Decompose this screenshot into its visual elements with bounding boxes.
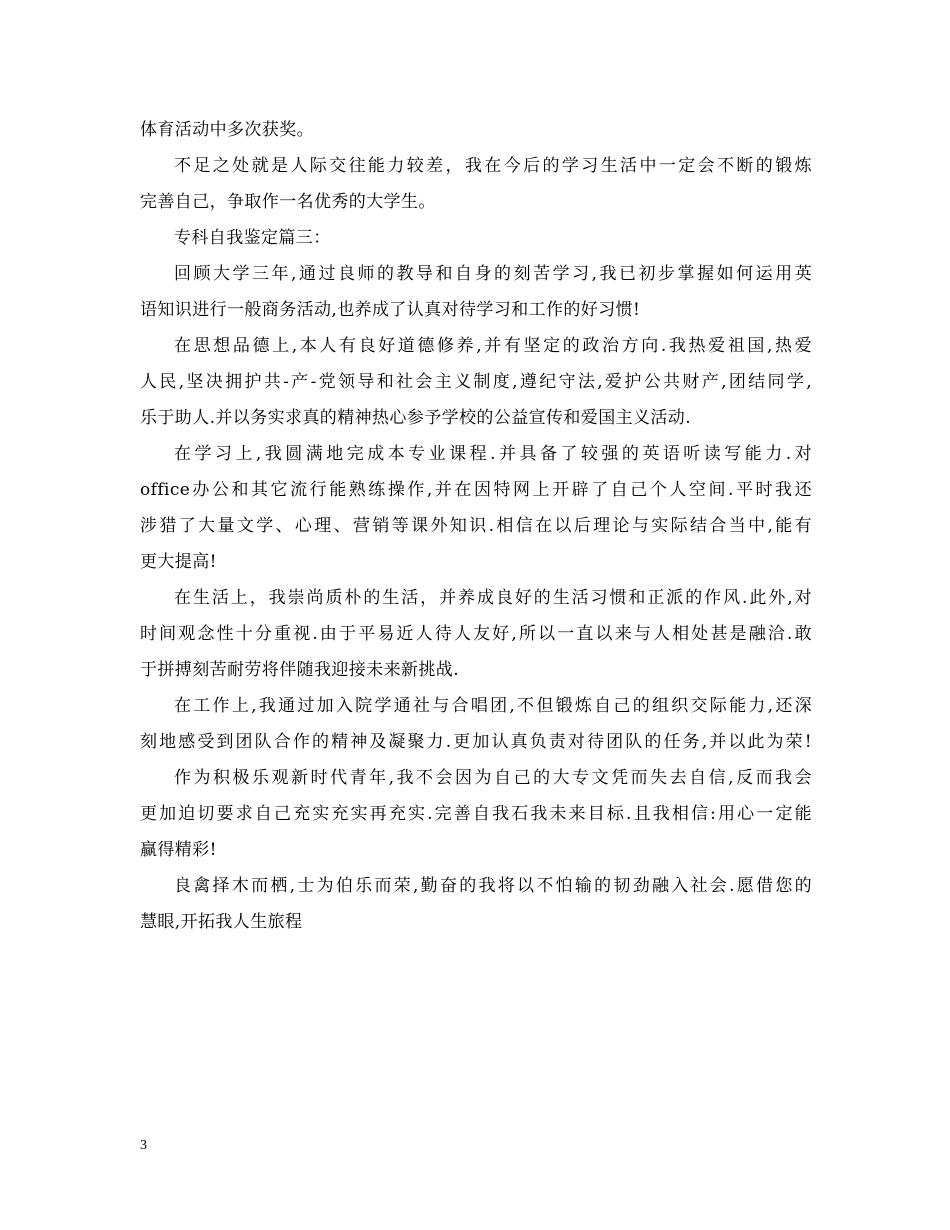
text-line: 更加迫切要求自己充实充实再充实.完善自我石我未来目标.且我相信:用心一定能	[140, 804, 812, 824]
text-line: 在思想品德上,本人有良好道德修养,并有坚定的政治方向.我热爱祖国,热爱	[174, 336, 812, 356]
text-line: 回顾大学三年,通过良师的教导和自身的刻苦学习,我已初步掌握如何运用英	[174, 264, 812, 284]
text-line: 于拼搏刻苦耐劳将伴随我迎接未来新挑战.	[140, 660, 460, 680]
text-line: 更大提高!	[140, 552, 217, 572]
text-line: 慧眼,开拓我人生旅程	[140, 912, 303, 932]
text-line: 人民,坚决拥护共-产-党领导和社会主义制度,遵纪守法,爱护公共财产,团结同学,	[140, 372, 812, 392]
text-line: 乐于助人.并以务实求真的精神热心参予学校的公益宣传和爱国主义活动.	[140, 408, 692, 428]
page-number: 3	[140, 1138, 147, 1153]
text-line: 完善自己，争取作一名优秀的大学生。	[140, 192, 436, 212]
text-line: 赢得精彩!	[140, 840, 217, 860]
text-line: 不足之处就是人际交往能力较差，我在今后的学习生活中一定会不断的锻炼	[174, 156, 812, 176]
text-line: 在工作上,我通过加入院学通社与合唱团,不但锻炼自己的组织交际能力,还深	[174, 696, 812, 716]
document-body	[140, 112, 812, 940]
text-line: 体育活动中多次获奖。	[140, 120, 314, 140]
text-line: 语知识进行一般商务活动,也养成了认真对待学习和工作的好习惯!	[140, 300, 641, 320]
text-line: 在生活上，我崇尚质朴的生活，并养成良好的生活习惯和正派的作风.此外,对	[174, 588, 812, 608]
text-line: 刻地感受到团队合作的精神及凝聚力.更加认真负责对待团队的任务,并以此为荣!	[140, 732, 812, 752]
text-line: office办公和其它流行能熟练操作,并在因特网上开辟了自己个人空间.平时我还	[140, 480, 812, 500]
text-line: 在学习上,我圆满地完成本专业课程.并具备了较强的英语听读写能力.对	[174, 444, 812, 464]
text-line: 作为积极乐观新时代青年,我不会因为自己的大专文凭而失去自信,反而我会	[174, 768, 812, 788]
text-line: 涉猎了大量文学、心理、营销等课外知识.相信在以后理论与实际结合当中,能有	[140, 516, 812, 536]
text-line: 良禽择木而栖,士为伯乐而荣,勤奋的我将以不怕输的韧劲融入社会.愿借您的	[174, 876, 812, 896]
section-heading: 专科自我鉴定篇三：	[174, 228, 331, 248]
text-line: 时间观念性十分重视.由于平易近人待人友好,所以一直以来与人相处甚是融洽.敢	[140, 624, 812, 644]
